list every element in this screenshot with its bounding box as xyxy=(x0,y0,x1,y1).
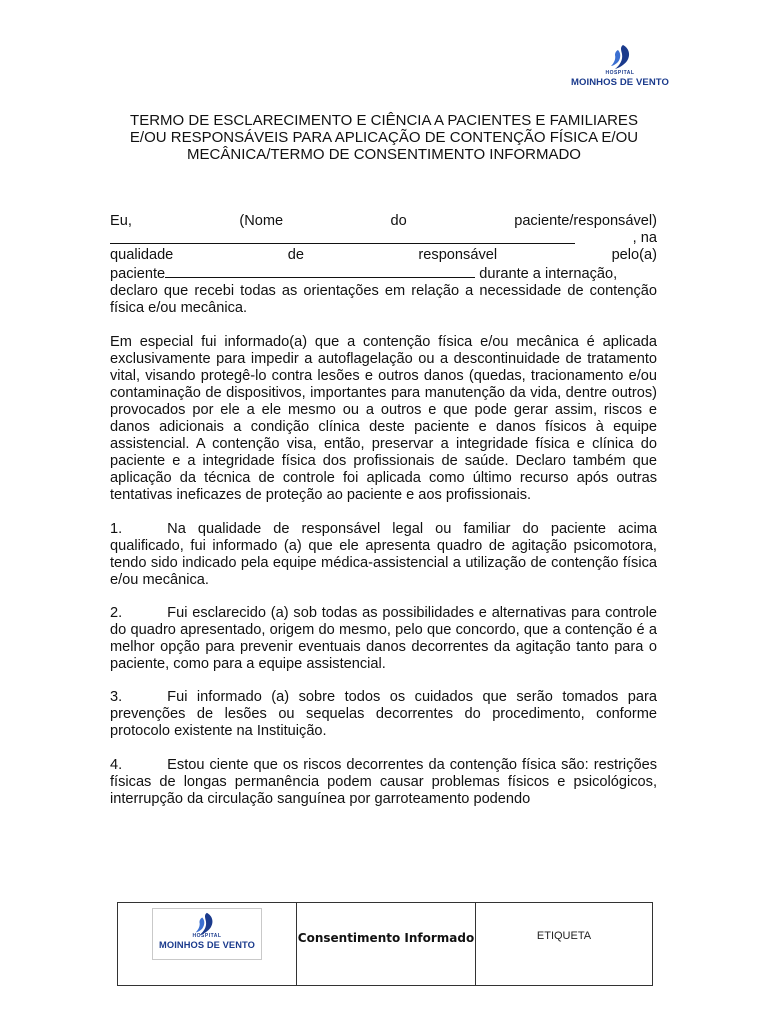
intro-word: responsável xyxy=(418,247,498,264)
title-line: TERMO DE ESCLARECIMENTO E CIÊNCIA A PACIENTES E FAMILIARES xyxy=(130,112,638,129)
hospital-logo xyxy=(565,44,675,90)
footer-label-cell xyxy=(476,903,652,985)
item-text: Estou ciente que os riscos decorrentes da contenção física são: restrições físicas de longas permanência podem causar problemas físicos e psicológicos, interrupção da circulação sanguínea por garroteamento podendo xyxy=(110,756,657,807)
responsible-name-field[interactable] xyxy=(110,230,575,244)
intro-word: (Nome xyxy=(239,213,284,229)
logo-small-text: HOSPITAL xyxy=(605,70,635,76)
document-title xyxy=(110,112,658,163)
item-number: 1. xyxy=(110,520,123,537)
intro-line xyxy=(110,247,657,264)
wind-swirl-icon xyxy=(609,44,633,70)
patient-name-field[interactable] xyxy=(165,264,475,278)
item-number: 4. xyxy=(110,756,123,773)
label-placeholder: ETIQUETA xyxy=(536,930,592,942)
footer-logo-cell xyxy=(118,903,297,985)
intro-word: do xyxy=(390,213,407,229)
title-line: MECÂNICA/TERMO DE CONSENTIMENTO INFORMADO xyxy=(187,146,581,163)
intro-word: de xyxy=(287,247,304,264)
intro-word: paciente/responsável) xyxy=(514,213,657,229)
intro-word: qualidade xyxy=(110,247,174,264)
intro-text: durante a internação, xyxy=(475,266,618,283)
numbered-item xyxy=(110,605,657,673)
intro-line xyxy=(110,230,657,247)
intro-line xyxy=(110,264,657,283)
intro-rest: declaro que recebi todas as orientações em relação a necessidade de contenção física e/ou mecânica. xyxy=(110,283,657,317)
intro-line xyxy=(110,213,657,230)
title-line: E/OU RESPONSÁVEIS PARA APLICAÇÃO DE CONTENÇÃO FÍSICA E/OU xyxy=(129,129,639,146)
paragraph-main: Em especial fui informado(a) que a contenção física e/ou mecânica é aplicada exclusivamente para impedir a autoflagelação ou a descontinuidade de tratamento vital, visando protegê-lo contra lesões e outros danos (quedas, tracionamento e/ou contaminação de dispositivos, importantes para manutenção da vida, dentre outros) provocados por ele a ele mesmo ou a outros e que pode gerar assim, riscos e danos adicionais a condição clínica deste paciente e danos físicos à equipe assistencial. A contenção visa, então, preservar a integridade física e clínica do paciente e a integridade física dos profissionais de saúde. Declaro também que aplicação da técnica de controle foi aplicada como último recurso após outras tentativas ineficazes de proteção ao paciente e aos profissionais. xyxy=(110,333,657,504)
footer-hospital-logo xyxy=(152,908,262,960)
logo-small-text: HOSPITAL xyxy=(192,933,222,939)
intro-text: , na xyxy=(632,230,657,247)
logo-name-text: MOINHOS DE VENTO xyxy=(570,77,670,88)
item-text: Fui informado (a) sobre todos os cuidados que serão tomados para prevenções de lesões ou sequelas decorrentes do procedimento, conforme protocolo existente na Instituição. xyxy=(110,689,657,740)
logo-name-text: MOINHOS DE VENTO xyxy=(159,940,255,950)
numbered-item xyxy=(110,689,657,740)
item-text: Fui esclarecido (a) sob todas as possibilidades e alternativas para controle do quadro apresentado, origem do mesmo, pelo que concordo, que a contenção é a melhor opção para prevenir eventuais danos decorrentes da agitação tanto para o paciente, como para a equipe assistencial. xyxy=(110,604,657,673)
footer-title: Consentimento Informado xyxy=(297,931,475,945)
intro-paragraph xyxy=(110,213,657,318)
intro-word: pelo(a) xyxy=(611,247,657,264)
item-number: 3. xyxy=(110,689,123,706)
numbered-item xyxy=(110,757,657,808)
numbered-item xyxy=(110,521,657,589)
footer-table xyxy=(117,902,653,986)
intro-text: paciente xyxy=(110,266,166,283)
intro-word: Eu, xyxy=(110,213,132,229)
document-body xyxy=(110,213,657,824)
footer-title-cell xyxy=(297,903,476,985)
item-text: Na qualidade de responsável legal ou familiar do paciente acima qualificado, fui informado (a) que ele apresenta quadro de agitação psicomotora, tendo sido indicado pela equipe médica-assistencial a utilização de contenção física e/ou mecânica. xyxy=(110,520,657,588)
item-number: 2. xyxy=(110,604,123,621)
